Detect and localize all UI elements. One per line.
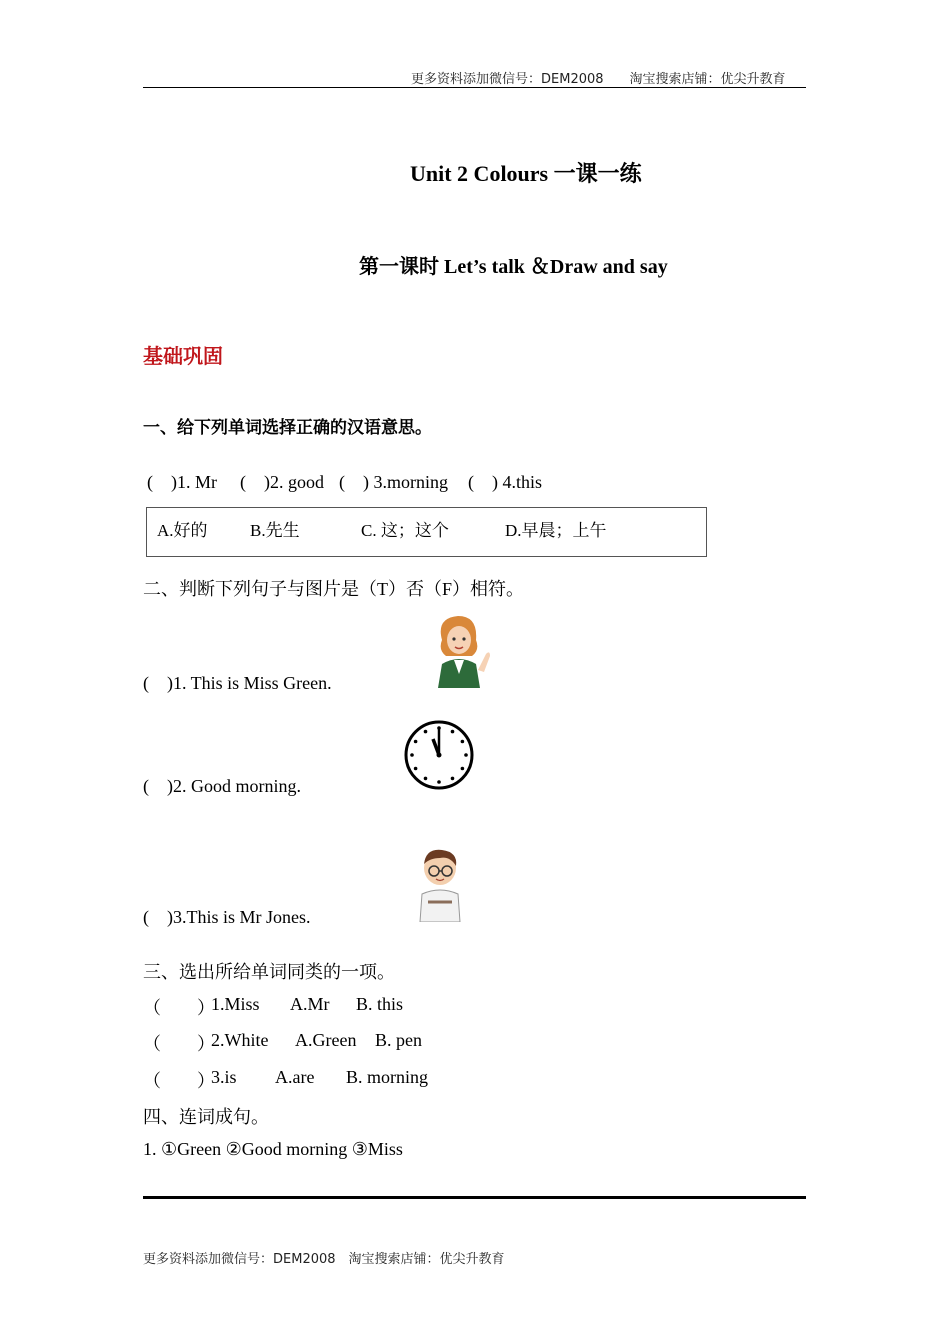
footer-rule [143, 1196, 806, 1199]
part2-item-2: ( )2. Good morning. [143, 776, 301, 796]
page-title: Unit 2 Colours 一课一练 [410, 161, 642, 186]
part3-row2-b: B. pen [375, 1030, 422, 1050]
part1-item-3: ( ) 3.morning [339, 472, 448, 492]
clock-icon [403, 719, 475, 791]
page-subtitle: 第一课时 Let’s talk ＆Draw and say [359, 256, 668, 278]
part1-heading: 一、给下列单词选择正确的汉语意思。 [143, 418, 432, 437]
teacher-woman-icon [428, 610, 494, 688]
part3-row3-b: B. morning [346, 1067, 429, 1087]
part4-line-1: 1. ①Green ②Good morning ③Miss [143, 1139, 403, 1159]
part1-item-4: ( ) 4.this [468, 472, 542, 492]
boy-glasses-icon [414, 846, 466, 922]
option-b: B.先生 [250, 521, 300, 540]
part3-row2-a: A.Green [295, 1030, 357, 1050]
part2-item-1: ( )1. This is Miss Green. [143, 673, 332, 693]
part1-item-2: ( )2. good [240, 472, 324, 492]
part3-row3-paren: （ ） [143, 1071, 215, 1091]
part3-row1-paren: （ ） [143, 998, 215, 1018]
part3-row2-paren: （ ） [143, 1034, 215, 1054]
part3-heading: 三、选出所给单词同类的一项。 [143, 962, 395, 982]
part3-row3-a: A.are [275, 1067, 315, 1087]
part3-row1-word: 1.Miss [211, 994, 260, 1014]
option-a: A.好的 [157, 521, 208, 540]
page-footer: 更多资料添加微信号：DEM2008 淘宝搜索店铺：优尖升教育 [143, 1252, 505, 1267]
part2-item-3: ( )3.This is Mr Jones. [143, 907, 311, 927]
option-c: C. 这；这个 [361, 521, 449, 540]
part1-item-1: ( )1. Mr [147, 472, 217, 492]
part3-row1-b: B. this [356, 994, 404, 1014]
part4-heading: 四、连词成句。 [143, 1107, 269, 1127]
page-header: 更多资料添加微信号：DEM2008 淘宝搜索店铺：优尖升教育 [411, 72, 786, 87]
option-d: D.早晨；上午 [505, 521, 607, 540]
part3-row2-word: 2.White [211, 1030, 269, 1050]
part3-row1-a: A.Mr [290, 994, 330, 1014]
part2-heading: 二、判断下列句子与图片是（T）否（F）相符。 [143, 579, 525, 599]
header-rule [143, 87, 806, 88]
section-title: 基础巩固 [143, 346, 223, 368]
part3-row3-word: 3.is [211, 1067, 237, 1087]
